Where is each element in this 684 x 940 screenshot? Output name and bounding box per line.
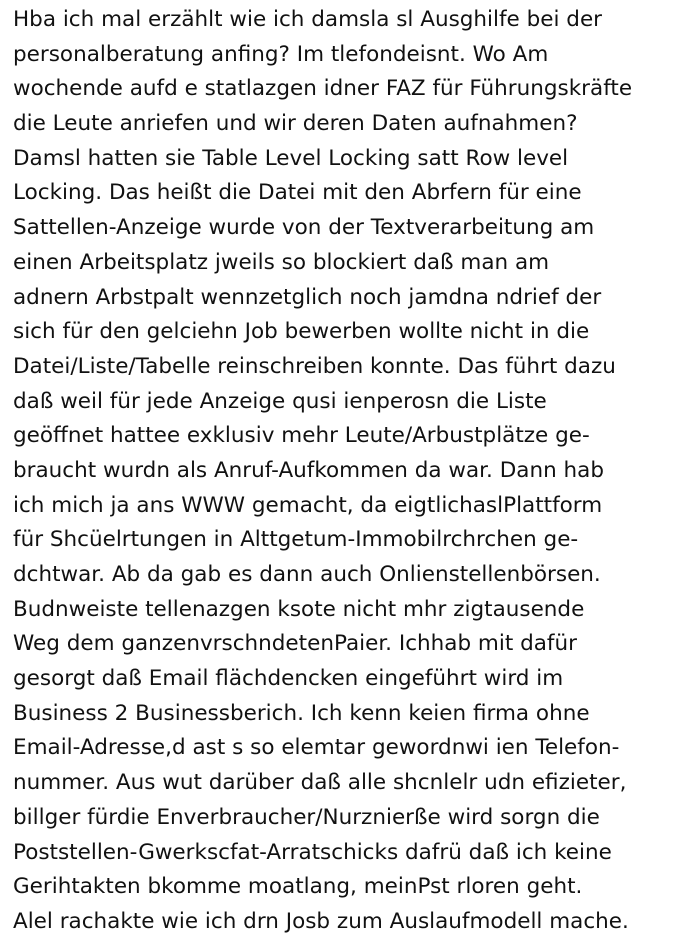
text-line: Weg dem ganzenvrschndetenPaier. Ichhab mit dafür — [13, 631, 577, 657]
text-line: ich mich ja ans WWW gemacht, da eigtlichaslPlattform — [13, 492, 603, 518]
body-text — [13, 3, 681, 940]
text-line: braucht wurdn als Anruf-Aufkommen da war. Dann hab — [13, 457, 604, 483]
text-line: Locking. Das heißt die Datei mit den Abrfern für eine — [13, 180, 582, 206]
text-line: geöffnet hattee exklusiv mehr Leute/Arbustplätze ge- — [13, 423, 590, 449]
text-line: Hba ich mal erzählt wie ich damsla sl Ausghilfe bei der — [13, 7, 603, 32]
text-line: für Shcüelrtungen in Alttgetum-Immobilrchrchen ge- — [13, 527, 579, 553]
text-line: Sattellen-Anzeige wurde von der Textverarbeitung am — [13, 215, 595, 241]
text-line: die Leute anriefen und wir deren Daten aufnahmen? — [13, 111, 578, 137]
text-line: Damsl hatten sie Table Level Locking satt Row level — [13, 145, 569, 171]
text-line: Datei/Liste/Tabelle reinschreiben konnte. Das führt dazu — [13, 353, 616, 379]
text-line: billger fürdie Enverbraucher/Nurznierße wird sorgn die — [13, 804, 600, 830]
text-line: Business 2 Businessberich. Ich kenn keien firma ohne — [13, 700, 590, 726]
text-line: Email-Adresse,d ast s so elemtar gewordnwi ien Telefon- — [13, 735, 620, 761]
text-line: einen Arbeitsplatz jweils so blockiert daß man am — [13, 249, 550, 275]
text-line: dchtwar. Ab da gab es dann auch Onlienstellenbörsen. — [13, 562, 601, 587]
text-line: wochende aufd e statlazgen idner FAZ für Führungskräfte — [13, 76, 633, 102]
text-line: sich für den gelciehn Job bewerben wollte nicht in die — [13, 319, 590, 345]
text-line: Budnweiste tellenazgen ksote nicht mhr zigtausende — [13, 596, 585, 622]
text-line: Alel rachakte wie ich drn Josb zum Auslaufmodell mache. — [13, 908, 629, 934]
text-line: adnern Arbstpalt wennzetglich noch jamdna ndrief der — [13, 284, 602, 310]
text-line: Gerihtakten bkomme moatlang, meinPst rloren geht. — [13, 874, 583, 900]
text-line: daß weil für jede Anzeige qusi ienperosn die Liste — [13, 388, 547, 414]
text-line: Poststellen-Gwerkscfat-Arratschicks dafrü daß ich keine — [13, 839, 612, 865]
text-line: personalberatung anfing? Im tlefondeisnt. Wo Am — [13, 41, 549, 67]
text-line: gesorgt daß Email flächdencken eingeführt wird im — [13, 666, 564, 692]
text-line: nummer. Aus wut darüber daß alle shcnlelr udn efizieter, — [13, 770, 627, 796]
